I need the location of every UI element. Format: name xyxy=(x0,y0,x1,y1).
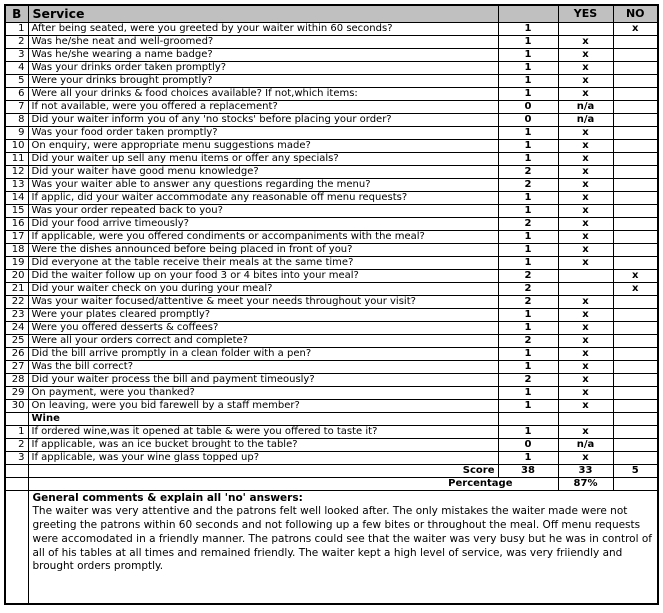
yes-mark: x xyxy=(558,386,613,399)
points-value: 1 xyxy=(498,139,558,152)
question-text: Were you offered desserts & coffees? xyxy=(28,321,498,334)
survey-row xyxy=(5,230,658,243)
yes-mark: x xyxy=(558,360,613,373)
survey-row xyxy=(5,139,658,152)
row-number: 20 xyxy=(5,269,28,282)
no-mark xyxy=(613,87,658,100)
points-value xyxy=(498,412,558,425)
points-value: 1 xyxy=(498,87,558,100)
percentage-label: Percentage xyxy=(28,477,558,490)
row-number: 2 xyxy=(5,438,28,451)
survey-row xyxy=(5,87,658,100)
question-text: If applicable, was an ice bucket brought to the table? xyxy=(28,438,498,451)
survey-row xyxy=(5,256,658,269)
yes-mark: x xyxy=(558,217,613,230)
row-number xyxy=(5,477,28,490)
no-mark xyxy=(613,165,658,178)
yes-mark: x xyxy=(558,191,613,204)
points-value: 2 xyxy=(498,295,558,308)
survey-row xyxy=(5,347,658,360)
no-mark xyxy=(613,373,658,386)
no-mark xyxy=(613,321,658,334)
row-number xyxy=(5,412,28,425)
row-number: 22 xyxy=(5,295,28,308)
row-number: 16 xyxy=(5,217,28,230)
no-mark xyxy=(613,204,658,217)
row-number: 28 xyxy=(5,373,28,386)
no-mark: x xyxy=(613,269,658,282)
survey-row xyxy=(5,412,658,425)
no-mark xyxy=(613,48,658,61)
survey-row xyxy=(5,61,658,74)
survey-row xyxy=(5,100,658,113)
section-letter-header: B xyxy=(5,5,28,22)
question-text: If ordered wine,was it opened at table & were you offered to taste it? xyxy=(28,425,498,438)
yes-mark: x xyxy=(558,451,613,464)
survey-row xyxy=(5,243,658,256)
survey-row xyxy=(5,74,658,87)
no-mark xyxy=(613,425,658,438)
yes-mark xyxy=(558,282,613,295)
no-mark xyxy=(613,230,658,243)
row-number: 4 xyxy=(5,61,28,74)
no-mark xyxy=(613,256,658,269)
score-yes-value: 33 xyxy=(558,464,613,477)
row-number: 18 xyxy=(5,243,28,256)
survey-row xyxy=(5,373,658,386)
question-text: If not available, were you offered a replacement? xyxy=(28,100,498,113)
question-text: If applicable, were you offered condiments or accompaniments with the meal? xyxy=(28,230,498,243)
yes-mark: x xyxy=(558,74,613,87)
row-number: 3 xyxy=(5,48,28,61)
question-text: If applicable, was your wine glass topped up? xyxy=(28,451,498,464)
no-mark xyxy=(613,386,658,399)
score-row xyxy=(5,464,658,477)
row-number: 19 xyxy=(5,256,28,269)
points-value: 1 xyxy=(498,191,558,204)
no-mark xyxy=(613,217,658,230)
survey-row xyxy=(5,126,658,139)
row-number: 11 xyxy=(5,152,28,165)
yes-mark: x xyxy=(558,373,613,386)
no-mark xyxy=(613,100,658,113)
points-value: 1 xyxy=(498,204,558,217)
question-text: Was your waiter focused/attentive & meet your needs throughout your visit? xyxy=(28,295,498,308)
question-text: Did everyone at the table receive their meals at the same time? xyxy=(28,256,498,269)
yes-mark: x xyxy=(558,425,613,438)
no-column-header: NO xyxy=(613,5,658,22)
question-text: Were the dishes announced before being placed in front of you? xyxy=(28,243,498,256)
question-text: Was the bill correct? xyxy=(28,360,498,373)
no-mark xyxy=(613,113,658,126)
survey-row xyxy=(5,22,658,35)
question-text: Were all your orders correct and complete? xyxy=(28,334,498,347)
survey-row xyxy=(5,425,658,438)
points-value: 1 xyxy=(498,451,558,464)
no-mark xyxy=(613,152,658,165)
question-text: Did the waiter follow up on your food 3 or 4 bites into your meal? xyxy=(28,269,498,282)
row-number xyxy=(5,464,28,477)
row-number: 25 xyxy=(5,334,28,347)
no-mark: x xyxy=(613,22,658,35)
question-text: Was he/she wearing a name badge? xyxy=(28,48,498,61)
question-text: Wine xyxy=(28,412,498,425)
comments-row xyxy=(5,490,658,604)
survey-row xyxy=(5,386,658,399)
survey-row xyxy=(5,269,658,282)
no-mark xyxy=(613,139,658,152)
points-value: 1 xyxy=(498,256,558,269)
question-text: Did the bill arrive promptly in a clean folder with a pen? xyxy=(28,347,498,360)
no-mark xyxy=(613,126,658,139)
yes-mark: x xyxy=(558,256,613,269)
row-number: 24 xyxy=(5,321,28,334)
yes-mark: x xyxy=(558,165,613,178)
points-value: 0 xyxy=(498,100,558,113)
survey-row xyxy=(5,217,658,230)
header-row xyxy=(5,5,658,22)
no-mark xyxy=(613,191,658,204)
row-number: 23 xyxy=(5,308,28,321)
row-number: 10 xyxy=(5,139,28,152)
no-mark xyxy=(613,412,658,425)
question-text: Did your waiter inform you of any 'no stocks' before placing your order? xyxy=(28,113,498,126)
question-text: Did your food arrive timeously? xyxy=(28,217,498,230)
service-title-header: Service xyxy=(28,5,498,22)
service-rows xyxy=(5,22,658,464)
points-value: 1 xyxy=(498,386,558,399)
survey-row xyxy=(5,321,658,334)
comments-margin-cell xyxy=(5,490,28,604)
yes-mark: x xyxy=(558,61,613,74)
points-value: 1 xyxy=(498,35,558,48)
totals-rows xyxy=(5,464,658,490)
row-number: 6 xyxy=(5,87,28,100)
survey-row xyxy=(5,399,658,412)
row-number: 12 xyxy=(5,165,28,178)
yes-mark: n/a xyxy=(558,113,613,126)
survey-row xyxy=(5,178,658,191)
row-number: 30 xyxy=(5,399,28,412)
score-points-value: 38 xyxy=(498,464,558,477)
survey-row xyxy=(5,282,658,295)
row-number: 9 xyxy=(5,126,28,139)
yes-column-header: YES xyxy=(558,5,613,22)
row-number: 8 xyxy=(5,113,28,126)
score-label: Score xyxy=(28,464,498,477)
points-value: 1 xyxy=(498,230,558,243)
row-number: 1 xyxy=(5,22,28,35)
survey-row xyxy=(5,334,658,347)
row-number: 14 xyxy=(5,191,28,204)
percentage-row xyxy=(5,477,658,490)
row-number: 5 xyxy=(5,74,28,87)
points-value: 2 xyxy=(498,373,558,386)
points-column-header xyxy=(498,5,558,22)
no-mark xyxy=(613,438,658,451)
yes-mark: x xyxy=(558,321,613,334)
points-value: 1 xyxy=(498,48,558,61)
percentage-no-cell xyxy=(613,477,658,490)
question-text: On leaving, were you bid farewell by a staff member? xyxy=(28,399,498,412)
yes-mark xyxy=(558,412,613,425)
no-mark xyxy=(613,347,658,360)
yes-mark: x xyxy=(558,87,613,100)
question-text: Were your drinks brought promptly? xyxy=(28,74,498,87)
yes-mark xyxy=(558,22,613,35)
yes-mark: x xyxy=(558,399,613,412)
survey-row xyxy=(5,308,658,321)
yes-mark: x xyxy=(558,334,613,347)
yes-mark: x xyxy=(558,295,613,308)
yes-mark: n/a xyxy=(558,438,613,451)
survey-row xyxy=(5,204,658,217)
row-number: 7 xyxy=(5,100,28,113)
percentage-value: 87% xyxy=(558,477,613,490)
row-number: 15 xyxy=(5,204,28,217)
points-value: 2 xyxy=(498,282,558,295)
yes-mark: x xyxy=(558,347,613,360)
survey-row xyxy=(5,152,658,165)
survey-row xyxy=(5,438,658,451)
question-text: On enquiry, were appropriate menu suggestions made? xyxy=(28,139,498,152)
yes-mark: x xyxy=(558,48,613,61)
points-value: 1 xyxy=(498,152,558,165)
no-mark xyxy=(613,178,658,191)
service-survey-table xyxy=(4,4,659,605)
yes-mark: x xyxy=(558,243,613,256)
no-mark xyxy=(613,360,658,373)
row-number: 1 xyxy=(5,425,28,438)
points-value: 1 xyxy=(498,22,558,35)
points-value: 1 xyxy=(498,74,558,87)
points-value: 2 xyxy=(498,178,558,191)
points-value: 0 xyxy=(498,113,558,126)
row-number: 3 xyxy=(5,451,28,464)
table-header xyxy=(5,5,658,22)
question-text: Was he/she neat and well-groomed? xyxy=(28,35,498,48)
survey-row xyxy=(5,360,658,373)
question-text: Was your waiter able to answer any questions regarding the menu? xyxy=(28,178,498,191)
comments-cell xyxy=(28,490,658,604)
survey-row xyxy=(5,113,658,126)
points-value: 1 xyxy=(498,399,558,412)
no-mark xyxy=(613,35,658,48)
points-value: 1 xyxy=(498,243,558,256)
question-text: Was your order repeated back to you? xyxy=(28,204,498,217)
points-value: 1 xyxy=(498,347,558,360)
question-text: Did your waiter up sell any menu items or offer any specials? xyxy=(28,152,498,165)
comments-section xyxy=(5,490,658,604)
yes-mark: n/a xyxy=(558,100,613,113)
points-value: 2 xyxy=(498,165,558,178)
question-text: After being seated, were you greeted by your waiter within 60 seconds? xyxy=(28,22,498,35)
question-text: Were all your drinks & food choices available? If not,which items: xyxy=(28,87,498,100)
no-mark xyxy=(613,308,658,321)
no-mark xyxy=(613,295,658,308)
question-text: On payment, were you thanked? xyxy=(28,386,498,399)
no-mark xyxy=(613,61,658,74)
survey-row xyxy=(5,451,658,464)
yes-mark: x xyxy=(558,35,613,48)
no-mark: x xyxy=(613,282,658,295)
points-value: 2 xyxy=(498,269,558,282)
comments-body: The waiter was very attentive and the patrons felt well looked after. The only mistakes the waiter made were not greeting the patrons within 60 seconds and not following up a few bites or throughout the meal. Off menu requests were accomodated in a friendly manner. The patrons could see that the waiter was very busy but he was in control of all of his tables at all times and remained friendly. The waiter kept a high level of service, was very friiendly and brought orders promptly. xyxy=(32,505,652,573)
question-text: Did your waiter have good menu knowledge? xyxy=(28,165,498,178)
yes-mark: x xyxy=(558,139,613,152)
yes-mark: x xyxy=(558,178,613,191)
row-number: 27 xyxy=(5,360,28,373)
no-mark xyxy=(613,74,658,87)
no-mark xyxy=(613,399,658,412)
yes-mark: x xyxy=(558,126,613,139)
row-number: 26 xyxy=(5,347,28,360)
points-value: 1 xyxy=(498,126,558,139)
yes-mark xyxy=(558,269,613,282)
score-no-value: 5 xyxy=(613,464,658,477)
points-value: 1 xyxy=(498,360,558,373)
question-text: Did your waiter process the bill and payment timeously? xyxy=(28,373,498,386)
comments-heading: General comments & explain all 'no' answers: xyxy=(32,491,303,504)
survey-row xyxy=(5,295,658,308)
points-value: 2 xyxy=(498,217,558,230)
question-text: Was your food order taken promptly? xyxy=(28,126,498,139)
yes-mark: x xyxy=(558,152,613,165)
survey-row xyxy=(5,48,658,61)
row-number: 29 xyxy=(5,386,28,399)
no-mark xyxy=(613,243,658,256)
question-text: Were your plates cleared promptly? xyxy=(28,308,498,321)
points-value: 1 xyxy=(498,321,558,334)
points-value: 1 xyxy=(498,425,558,438)
question-text: Was your drinks order taken promptly? xyxy=(28,61,498,74)
row-number: 21 xyxy=(5,282,28,295)
no-mark xyxy=(613,451,658,464)
points-value: 2 xyxy=(498,334,558,347)
yes-mark: x xyxy=(558,308,613,321)
row-number: 13 xyxy=(5,178,28,191)
yes-mark: x xyxy=(558,204,613,217)
service-survey-sheet xyxy=(4,4,659,605)
row-number: 17 xyxy=(5,230,28,243)
survey-row xyxy=(5,191,658,204)
question-text: If applic, did your waiter accommodate any reasonable off menu requests? xyxy=(28,191,498,204)
points-value: 1 xyxy=(498,61,558,74)
row-number: 2 xyxy=(5,35,28,48)
points-value: 1 xyxy=(498,308,558,321)
survey-row xyxy=(5,35,658,48)
points-value: 0 xyxy=(498,438,558,451)
question-text: Did your waiter check on you during your meal? xyxy=(28,282,498,295)
no-mark xyxy=(613,334,658,347)
yes-mark: x xyxy=(558,230,613,243)
survey-row xyxy=(5,165,658,178)
